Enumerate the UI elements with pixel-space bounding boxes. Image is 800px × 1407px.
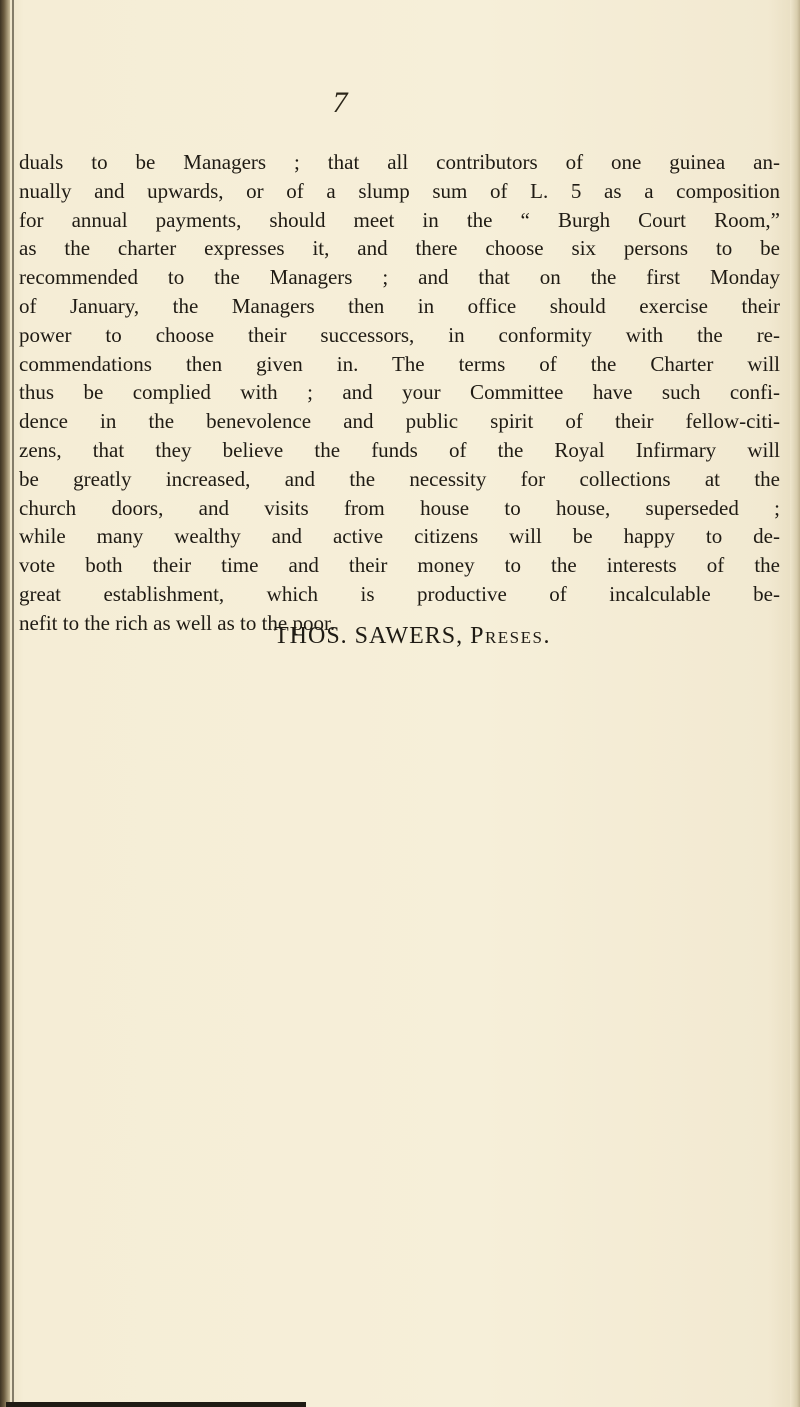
text-line: of January, the Managers then in office should exercise their bbox=[19, 293, 780, 318]
binding-rule bbox=[12, 0, 14, 1407]
text-line: power to choose their successors, in conformity with the re- bbox=[19, 322, 780, 347]
text-line: church doors, and visits from house to house, superseded ; bbox=[19, 495, 780, 520]
signatory-title: Preses. bbox=[470, 623, 551, 649]
text-line: as the charter expresses it, and there choose six persons to be bbox=[19, 236, 780, 261]
text-line: nually and upwards, or of a slump sum of L. 5 as a composition bbox=[19, 178, 780, 203]
body-text bbox=[19, 148, 780, 638]
text-line: be greatly increased, and the necessity for collections at the bbox=[19, 466, 780, 491]
text-line: for annual payments, should meet in the “ Burgh Court Room,” bbox=[19, 207, 780, 232]
text-line: great establishment, which is productive of incalculable be- bbox=[19, 581, 780, 606]
text-line: commendations then given in. The terms of the Charter will bbox=[19, 351, 780, 376]
text-line: nefit to the rich as well as to the poor. bbox=[19, 610, 336, 635]
page-number: 7 bbox=[332, 86, 348, 119]
text-line: thus be complied with ; and your Committee have such confi- bbox=[19, 380, 780, 405]
text-line: duals to be Managers ; that all contributors of one guinea an- bbox=[19, 150, 780, 174]
binding-edge bbox=[0, 0, 10, 1407]
text-line: zens, that they believe the funds of the Royal Infirmary will bbox=[19, 437, 780, 462]
text-line: vote both their time and their money to the interests of the bbox=[19, 553, 780, 578]
signature-block bbox=[274, 621, 551, 651]
text-line: recommended to the Managers ; and that on the first Monday bbox=[19, 265, 780, 290]
page-right-edge bbox=[790, 0, 800, 1407]
text-line: dence in the benevolence and public spirit of their fellow-citi- bbox=[19, 409, 780, 434]
signatory-name: THOS. SAWERS, bbox=[274, 623, 464, 649]
text-line: while many wealthy and active citizens will be happy to de- bbox=[19, 524, 780, 549]
bottom-edge-mark bbox=[6, 1402, 306, 1407]
